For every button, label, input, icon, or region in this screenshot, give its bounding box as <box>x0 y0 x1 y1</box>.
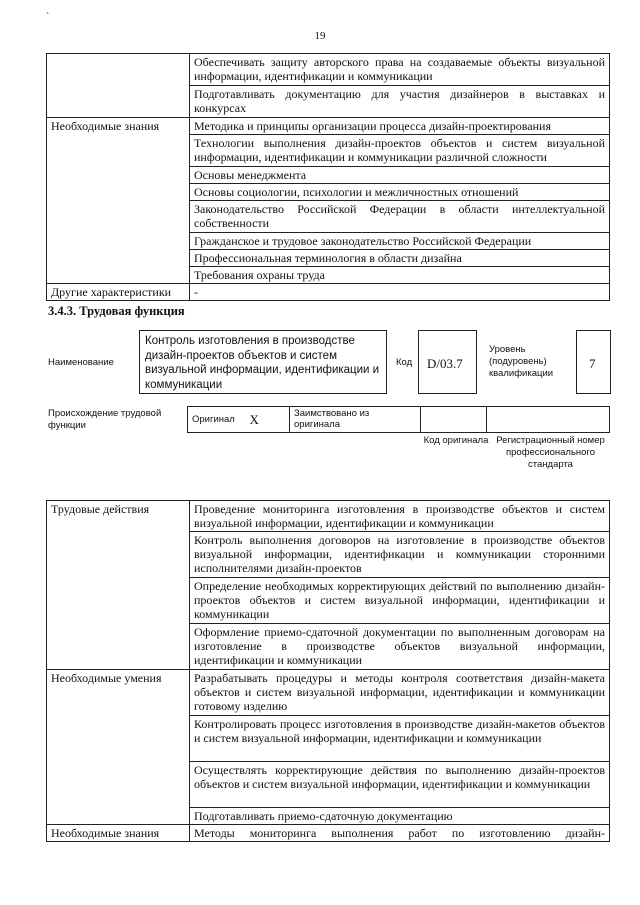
row-label <box>47 250 190 267</box>
code-caption: Код оригинала <box>423 435 489 446</box>
table-row <box>47 201 610 233</box>
row-text: Проведение мониторинга изготовления в производстве объектов и систем визуальной информации, идентификации и коммуникации <box>190 501 610 532</box>
table-row <box>47 118 610 135</box>
row-text: Определение необходимых корректирующих действий по выполнению дизайн-проектов объектов и систем визуальной информации, идентификации и коммуникации <box>190 578 610 624</box>
table-row <box>47 284 610 301</box>
row-label <box>47 167 190 184</box>
borrowed-label: Заимствовано из оригинала <box>290 407 421 433</box>
row-label <box>47 578 190 624</box>
function-name-box <box>139 330 387 394</box>
table-row <box>47 762 610 808</box>
row-text: - <box>190 284 610 301</box>
table-row <box>47 670 610 716</box>
code-value: D/03.7 <box>427 356 463 371</box>
name-label: Наименование <box>48 357 114 368</box>
table-row <box>47 825 610 842</box>
competency-table-continued <box>46 53 610 301</box>
section-heading: 3.4.3. Трудовая функция <box>48 304 185 318</box>
origin-label: Происхождение трудовой функции <box>48 408 162 431</box>
table-row <box>47 267 610 284</box>
row-label: Необходимые умения <box>47 670 190 716</box>
row-label: Трудовые действия <box>47 501 190 532</box>
page-number: 19 <box>314 30 326 42</box>
table-row <box>47 167 610 184</box>
registration-caption: Регистрационный номер профессионального стандарта <box>496 435 605 470</box>
row-text: Разрабатывать процедуры и методы контроля соответствия дизайн-макета объектов и систем визуальной информации, идентификации и коммуникации готовому изделию <box>190 670 610 716</box>
table-row <box>47 716 610 762</box>
function-name-value: Контроль изготовления в производстве дизайн-проектов объектов и систем визуальной информации, идентификации и коммуникации <box>145 335 380 391</box>
table-row <box>47 501 610 532</box>
original-label: Оригинал <box>188 407 246 433</box>
row-text: Гражданское и трудовое законодательство Российской Федерации <box>190 233 610 250</box>
row-text: Осуществлять корректирующие действия по выполнению дизайн-проектов объектов и систем визуальной информации, идентификации и коммуникации <box>190 762 610 808</box>
row-label <box>47 808 190 825</box>
code-box <box>418 330 477 394</box>
row-label <box>47 762 190 808</box>
row-label <box>47 267 190 284</box>
row-text: Оформление приемо-сдаточной документации по выполненным договорам на изготовление в производстве объектов визуальной информации, идентификации и коммуникации <box>190 624 610 670</box>
table-row <box>47 532 610 578</box>
row-text: Основы менеджмента <box>190 167 610 184</box>
labor-function-table <box>46 500 610 842</box>
row-label <box>47 54 190 86</box>
level-label: Уровень (подуровень) квалификации <box>489 344 554 379</box>
row-label <box>47 233 190 250</box>
row-text: Обеспечивать защиту авторского права на создаваемые объекты визуальной информации, идентификации и коммуникации <box>190 54 610 86</box>
row-label <box>47 624 190 670</box>
table-row <box>47 135 610 167</box>
registration-number-cell <box>487 407 610 433</box>
table-row <box>47 54 610 86</box>
code-label: Код <box>396 357 413 368</box>
row-text: Технологии выполнения дизайн-проектов объектов и систем визуальной информации, идентификации и коммуникации различной сложности <box>190 135 610 167</box>
row-text: Законодательство Российской Федерации в области интеллектуальной собственности <box>190 201 610 233</box>
row-label <box>47 184 190 201</box>
original-code-cell <box>421 407 487 433</box>
origin-table <box>187 406 610 433</box>
row-text: Контролировать процесс изготовления в производстве дизайн-макетов объектов и систем визуальной информации, идентификации и коммуникации <box>190 716 610 762</box>
row-text: Профессиональная терминология в области дизайна <box>190 250 610 267</box>
table-row <box>47 250 610 267</box>
row-text: Требования охраны труда <box>190 267 610 284</box>
row-text: Методика и принципы организации процесса дизайн-проектирования <box>190 118 610 135</box>
row-label <box>47 135 190 167</box>
table-row <box>47 808 610 825</box>
table-row <box>47 233 610 250</box>
table-row <box>47 578 610 624</box>
row-text: Контроль выполнения договоров на изготовление в производстве объектов визуальной информации, идентификации и коммуникации сторонними исполнителями дизайн-проектов <box>190 532 610 578</box>
row-label <box>47 86 190 118</box>
level-value: 7 <box>589 356 596 371</box>
row-label <box>47 201 190 233</box>
row-label: Необходимые знания <box>47 825 190 842</box>
original-mark: X <box>246 407 290 433</box>
row-text: Подготавливать приемо-сдаточную документацию <box>190 808 610 825</box>
row-text: Методы мониторинга выполнения работ по изготовлению дизайн- <box>190 825 610 842</box>
row-label: Необходимые знания <box>47 118 190 135</box>
row-label <box>47 716 190 762</box>
row-label <box>47 532 190 578</box>
level-box <box>576 330 611 394</box>
table-row <box>47 86 610 118</box>
row-text: Основы социологии, психологии и межличностных отношений <box>190 184 610 201</box>
table-row <box>47 184 610 201</box>
row-text: Подготавливать документацию для участия дизайнеров в выставках и конкурсах <box>190 86 610 118</box>
table-row <box>47 624 610 670</box>
scan-mark: ` <box>46 12 50 23</box>
row-label: Другие характеристики <box>47 284 190 301</box>
